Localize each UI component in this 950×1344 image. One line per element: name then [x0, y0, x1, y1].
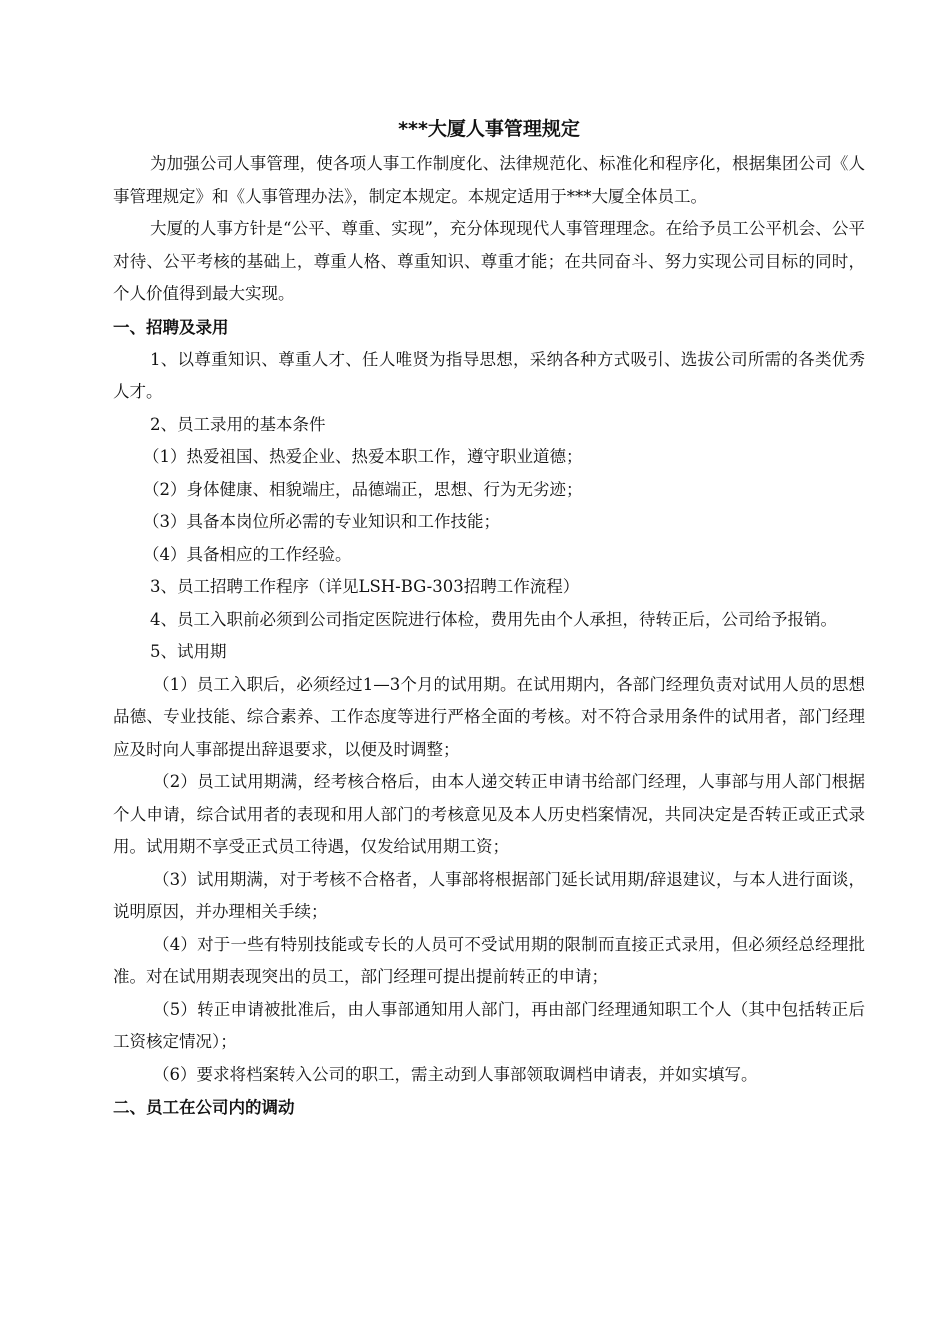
hiring-condition-3: （3）具备本岗位所必需的专业知识和工作技能；: [143, 512, 500, 531]
recruitment-item-1: 1、以尊重知识、尊重人才、任人唯贤为指导思想，采纳各种方式吸引、选拔公司所需的各类优秀人才。: [113, 349, 865, 401]
probation-clause-3: （3）试用期满，对于考核不合格者，人事部将根据部门延长试用期/辞退建议，与本人进行面谈，说明原因，并办理相关手续；: [113, 869, 865, 921]
recruitment-item-4: 4、员工入职前必须到公司指定医院进行体检，费用先由个人承担，待转正后，公司给予报销。: [150, 609, 837, 629]
probation-clause-1: （1）员工入职后，必须经过1—3个月的试用期。在试用期内，各部门经理负责对试用人员的思想品德、专业技能、综合素养、工作态度等进行严格全面的考核。对不符合录用条件的试用者，部门经理应及时向人事部提出辞退要求，以便及时调整；: [113, 674, 865, 759]
document-title: ***大厦人事管理规定: [398, 118, 580, 140]
section-heading-recruitment: 一、招聘及录用: [113, 317, 229, 337]
intro-paragraph-1: 为加强公司人事管理，使各项人事工作制度化、法律规范化、标准化和程序化，根据集团公司《人事管理规定》和《人事管理办法》，制定本规定。本规定适用于***大厦全体员工。: [113, 154, 865, 206]
hiring-condition-2: （2）身体健康、相貌端庄，品德端正，思想、行为无劣迹；: [143, 479, 583, 499]
section-heading-internal-transfer: 二、员工在公司内的调动: [113, 1098, 295, 1117]
recruitment-item-2: 2、员工录用的基本条件: [150, 414, 326, 434]
probation-clause-2: （2）员工试用期满，经考核合格后，由本人递交转正申请书给部门经理，人事部与用人部门根据个人申请，综合试用者的表现和用人部门的考核意见及本人历史档案情况，共同决定是否转正或正式录用。试用期不享受正式员工待遇，仅发给试用期工资；: [113, 772, 865, 856]
hiring-condition-4: （4）具备相应的工作经验。: [143, 544, 352, 564]
probation-clause-4: （4）对于一些有特别技能或专长的人员可不受试用期的限制而直接正式录用，但必须经总经理批准。对在试用期表现突出的员工，部门经理可提出提前转正的申请；: [113, 934, 865, 986]
document-page: [113, 112, 865, 1124]
recruitment-item-5: 5、试用期: [150, 642, 227, 661]
recruitment-item-3: 3、员工招聘工作程序（详见LSH-BG-303招聘工作流程）: [150, 577, 580, 596]
hiring-condition-1: （1）热爱祖国、热爱企业、热爱本职工作，遵守职业道德；: [143, 447, 583, 466]
probation-clause-6: （6）要求将档案转入公司的职工，需主动到人事部领取调档申请表，并如实填写。: [153, 1064, 758, 1084]
probation-clause-5: （5）转正申请被批准后，由人事部通知用人部门，再由部门经理通知职工个人（其中包括转正后工资核定情况）；: [113, 999, 865, 1051]
intro-paragraph-2: 大厦的人事方针是“公平、尊重、实现”，充分体现现代人事管理理念。在给予员工公平机会、公平对待、公平考核的基础上，尊重人格、尊重知识、尊重才能；在共同奋斗、努力实现公司目标的同时，个人价值得到最大实现。: [113, 219, 865, 303]
